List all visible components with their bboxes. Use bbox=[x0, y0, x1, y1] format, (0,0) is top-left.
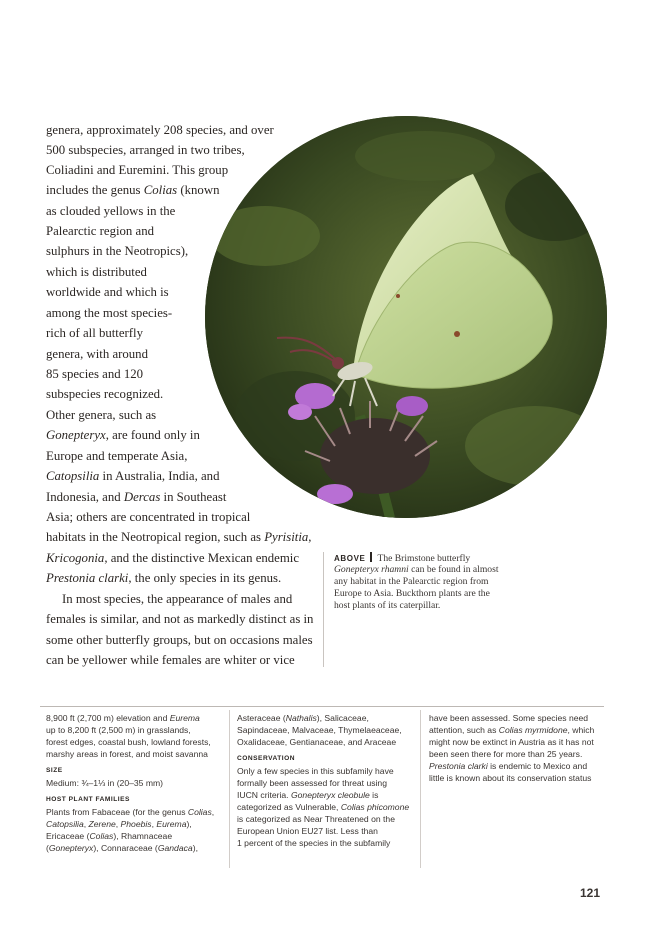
column-divider bbox=[420, 710, 421, 868]
caption-divider bbox=[323, 552, 324, 667]
photo-caption: any habitat in the Palearctic region from bbox=[334, 576, 489, 587]
fact-line: forest edges, coastal bush, lowland forests, bbox=[46, 737, 211, 747]
body-line: some other butterfly groups, but on occasions males bbox=[46, 633, 313, 647]
size-heading: SIZE bbox=[46, 767, 63, 774]
body-line: Europe and temperate Asia, bbox=[46, 449, 188, 463]
body-line: genera, with around bbox=[46, 347, 148, 361]
body-line: genera, approximately 208 species, and over bbox=[46, 123, 274, 137]
fact-line: IUCN criteria. Gonepteryx cleobule is bbox=[237, 790, 379, 800]
body-line: Kricogonia, and the distinctive Mexican endemic bbox=[46, 551, 300, 565]
photo-caption: Europe to Asia. Buckthorn plants are the bbox=[334, 588, 490, 599]
fact-line: might now be extinct in Austria as it has not bbox=[429, 737, 594, 747]
fact-line: up to 8,200 ft (2,500 m) in grasslands, bbox=[46, 725, 191, 735]
fact-line: (Gonepteryx), Connaraceae (Gandaca), bbox=[46, 843, 198, 853]
fact-line: 8,900 ft (2,700 m) elevation and Eurema bbox=[46, 713, 200, 723]
photo-caption: ABOVE The Brimstone butterfly bbox=[334, 553, 471, 564]
body-line: rich of all butterfly bbox=[46, 326, 144, 340]
body-line: Prestonia clarki, the only species in its genus. bbox=[46, 571, 282, 585]
body-line: Indonesia, and Dercas in Southeast bbox=[46, 490, 227, 504]
body-line: subspecies recognized. bbox=[46, 387, 164, 401]
column-divider bbox=[229, 710, 230, 868]
body-line: Other genera, such as bbox=[46, 408, 157, 422]
body-line: Catopsilia in Australia, India, and bbox=[46, 469, 220, 483]
fact-line: Catopsilia, Zerene, Phoebis, Eurema), bbox=[46, 819, 192, 829]
fact-line: have been assessed. Some species need bbox=[429, 713, 589, 723]
body-line: among the most species- bbox=[46, 306, 173, 320]
body-line: Gonepteryx, are found only in bbox=[46, 428, 200, 442]
fact-line: little is known about its conservation status bbox=[429, 773, 592, 783]
body-line: females is similar, and not as markedly distinct as in bbox=[46, 612, 314, 626]
fact-line: marshy areas in forest, and moist savanna bbox=[46, 749, 208, 759]
photo-caption: host plants of its caterpillar. bbox=[334, 600, 441, 611]
fact-line: is categorized as Near Threatened on the bbox=[237, 814, 395, 824]
body-line: can be yellower while females are whiter or vice bbox=[46, 653, 295, 667]
fact-line: categorized as Vulnerable, Colias phicomone bbox=[237, 802, 410, 812]
fact-line: attention, such as Colias myrmidone, which bbox=[429, 725, 595, 735]
body-line: worldwide and which is bbox=[46, 285, 169, 299]
body-line: Asia; others are concentrated in tropical bbox=[46, 510, 251, 524]
body-line: 500 subspecies, arranged in two tribes, bbox=[46, 143, 245, 157]
fact-line: 1 percent of the species in the subfamily bbox=[237, 838, 391, 848]
fact-line: Only a few species in this subfamily have bbox=[237, 766, 394, 776]
size-value: Medium: ¾–1⅓ in (20–35 mm) bbox=[46, 778, 164, 788]
body-line: Coliadini and Euremini. This group bbox=[46, 163, 229, 177]
body-line: In most species, the appearance of males and bbox=[62, 592, 293, 606]
body-line: 85 species and 120 bbox=[46, 367, 144, 381]
fact-line: Plants from Fabaceae (for the genus Colias, bbox=[46, 807, 215, 817]
host-plant-heading: HOST PLANT FAMILIES bbox=[46, 796, 130, 803]
page-number: 121 bbox=[580, 886, 601, 900]
fact-line: Sapindaceae, Malvaceae, Thymelaeaceae, bbox=[237, 725, 402, 735]
fact-line: Prestonia clarki is endemic to Mexico and bbox=[429, 761, 588, 771]
conservation-heading: CONSERVATION bbox=[237, 755, 296, 762]
body-line: habitats in the Neotropical region, such as Pyrisitia, bbox=[46, 530, 312, 544]
fact-line: European Union EU27 list. Less than bbox=[237, 826, 378, 836]
fact-line: been seen there for more than 25 years. bbox=[429, 749, 583, 759]
butterfly-photo bbox=[205, 116, 607, 518]
photo-caption: Gonepteryx rhamni can be found in almost bbox=[334, 564, 499, 575]
body-line: sulphurs in the Neotropics), bbox=[46, 244, 189, 258]
fact-line: formally been assessed for threat using bbox=[237, 778, 387, 788]
body-line: as clouded yellows in the bbox=[46, 204, 176, 218]
fact-line: Asteraceae (Nathalis), Salicaceae, bbox=[237, 713, 369, 723]
body-line: includes the genus Colias (known bbox=[46, 183, 220, 197]
fact-line: Ericaceae (Colias), Rhamnaceae bbox=[46, 831, 173, 841]
fact-line: Oxalidaceae, Gentianaceae, and Araceae bbox=[237, 737, 397, 747]
body-line: which is distributed bbox=[46, 265, 147, 279]
facts-rule bbox=[40, 706, 604, 707]
body-line: Palearctic region and bbox=[46, 224, 155, 238]
